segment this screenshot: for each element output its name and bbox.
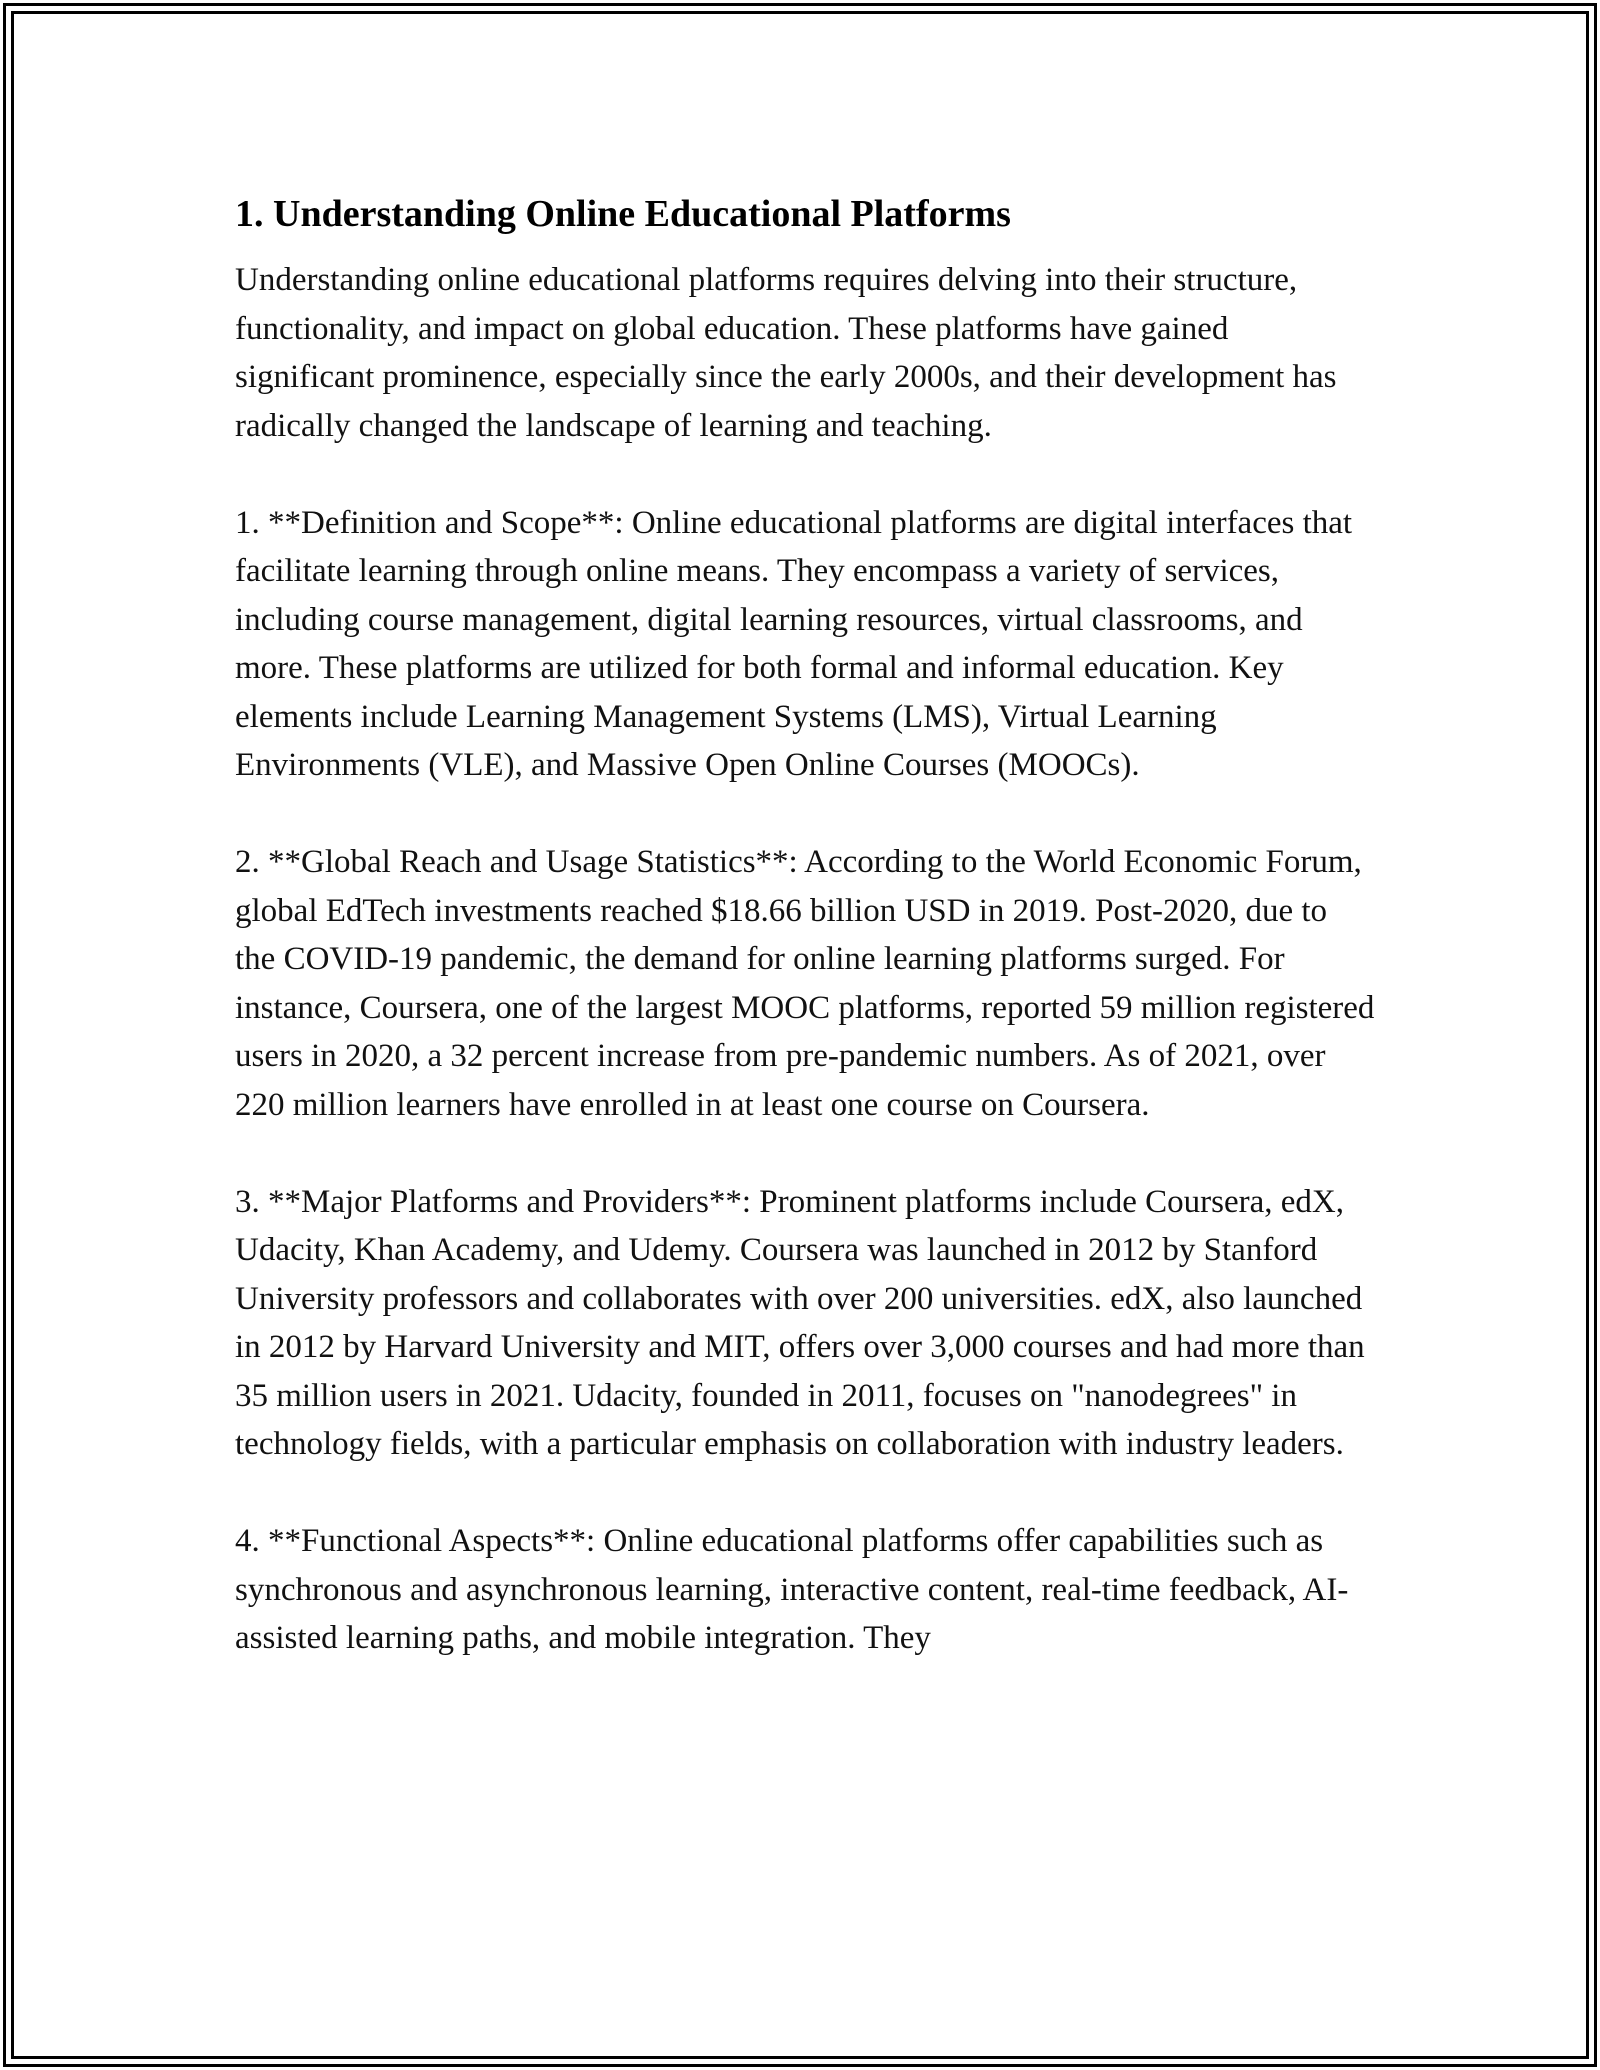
functional-aspects-paragraph: 4. **Functional Aspects**: Online educational platforms offer capabilities such as synchronous and asynchronous learning, interactive content, real-time feedback, AI-assisted learning paths, and mobile integration. They (235, 1523, 1349, 1656)
intro-paragraph: Understanding online educational platforms requires delving into their structure, functionality, and impact on global education. These platforms have gained significant prominence, especially since the early 2000s, and their development has radically changed the landscape of learning and teaching. (235, 262, 1337, 444)
global-reach-paragraph: 2. **Global Reach and Usage Statistics**: According to the World Economic Forum, global EdTech investments reached $18.66 billion USD in 2019. Post-2020, due to the COVID-19 pandemic, the demand for online learning platforms surged. For instance, Coursera, one of the largest MOOC platforms, reported 59 million registered users in 2020, a 32 percent increase from pre-pandemic numbers. As of 2021, over 220 million learners have enrolled in at least one course on Coursera. (235, 844, 1375, 1123)
document-body (235, 184, 1375, 1663)
definition-and-scope-paragraph: 1. **Definition and Scope**: Online educational platforms are digital interfaces that facilitate learning through online means. They encompass a variety of services, including course management, digital learning resources, virtual classrooms, and more. These platforms are utilized for both formal and informal education. Key elements include Learning Management Systems (LMS), Virtual Learning Environments (VLE), and Massive Open Online Courses (MOOCs). (235, 504, 1353, 783)
section-heading: 1. Understanding Online Educational Platforms (235, 193, 1011, 235)
major-platforms-paragraph: 3. **Major Platforms and Providers**: Prominent platforms include Coursera, edX, Udacity, Khan Academy, and Udemy. Coursera was launched in 2012 by Stanford University professors and collaborates with over 200 universities. edX, also launched in 2012 by Harvard University and MIT, offers over 3,000 courses and had more than 35 million users in 2021. Udacity, founded in 2011, focuses on "nanodegrees" in technology fields, with a particular emphasis on collaboration with industry leaders. (235, 1183, 1365, 1462)
